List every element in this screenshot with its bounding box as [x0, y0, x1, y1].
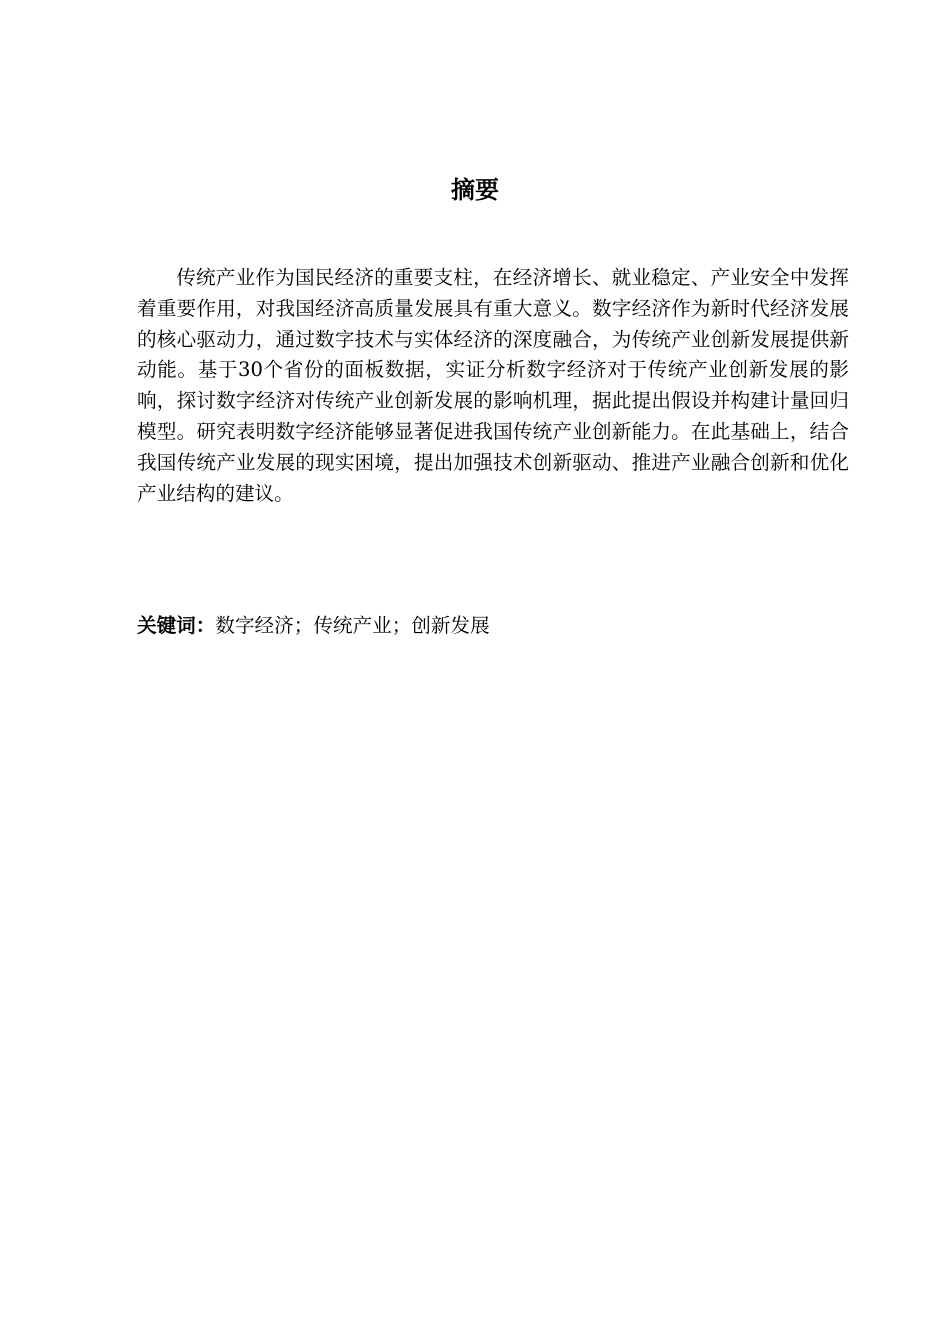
keywords-line: [137, 611, 849, 641]
keywords-label: 关键词：: [137, 614, 216, 637]
abstract-title: 摘要: [451, 176, 499, 204]
keywords-text: 数字经济；传统产业；创新发展: [215, 614, 490, 637]
abstract-body: 传统产业作为国民经济的重要支柱，在经济增长、就业稳定、产业安全中发挥着重要作用，对我国经济高质量发展具有重大意义。数字经济作为新时代经济发展的核心驱动力，通过数字技术与实体经济的深度融合，为传统产业创新发展提供新动能。基于30个省份的面板数据，实证分析数字经济对于传统产业创新发展的影响，探讨数字经济对传统产业创新发展的影响机理，据此提出假设并构建计量回归模型。研究表明数字经济能够显著促进我国传统产业创新能力。在此基础上，结合我国传统产业发展的现实困境，提出加强技术创新驱动、推进产业融合创新和优化产业结构的建议。: [137, 266, 849, 505]
